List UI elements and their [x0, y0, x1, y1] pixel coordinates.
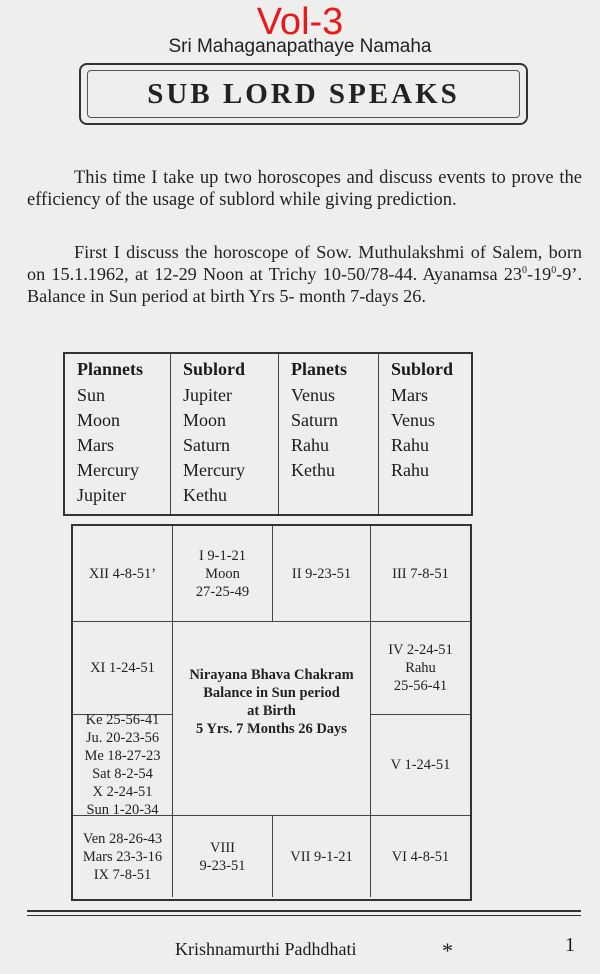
- table-cell: Mars: [77, 435, 114, 455]
- bhava-chakram-chart: [71, 524, 472, 901]
- horoscope-text-1: First I discuss the horoscope of Sow. Muthulakshmi of Salem, born on 15.1.1962, at 12-29 Noon at Trichy 10-50/78-44. Ayanamsa 23: [27, 242, 582, 284]
- table-header: Sublord: [391, 359, 454, 379]
- table-column-sublord-2: [379, 354, 471, 514]
- house-3-text: III 7-8-51: [392, 565, 449, 582]
- house-10-line: Sat 8-2-54: [92, 766, 153, 782]
- center-line: Balance in Sun period: [203, 685, 340, 701]
- house-9-line: Mars 23-3-16: [82, 848, 163, 865]
- table-cell: Sun: [77, 385, 106, 405]
- table-cell: Saturn: [183, 435, 230, 455]
- house-6-cell: [371, 816, 470, 897]
- house-10-line: Ke 25-56-41: [85, 712, 160, 728]
- table-cell: Jupiter: [77, 485, 126, 505]
- table-cell: Mercury: [77, 460, 139, 480]
- house-9-line: IX 7-8-51: [93, 866, 152, 883]
- center-line: Nirayana Bhava Chakram: [189, 667, 354, 683]
- title-inner-frame: [87, 70, 520, 118]
- title-frame: [79, 63, 528, 125]
- house-4-planet: Rahu: [405, 660, 436, 676]
- table-header: Sublord: [183, 359, 246, 379]
- table-cell: Moon: [183, 410, 227, 430]
- house-11-cell: [73, 622, 173, 715]
- house-12-text: XII 4-8-51’: [88, 565, 157, 582]
- house-4-planet-degree: 25-56-41: [393, 678, 448, 694]
- house-1-text: I 9-1-21: [198, 547, 247, 564]
- table-cell: Saturn: [291, 410, 338, 430]
- table-cell: Rahu: [391, 435, 429, 455]
- footer-rule-thin: [27, 915, 581, 916]
- table-header: Plannets: [77, 359, 144, 379]
- planet-sublord-table: [63, 352, 473, 516]
- house-1-planet: Moon: [205, 565, 240, 582]
- page-title: SUB LORD SPEAKS: [147, 77, 460, 110]
- house-3-cell: [371, 526, 470, 622]
- degree-mark-2: 0: [551, 264, 557, 276]
- table-cell: Rahu: [291, 435, 329, 455]
- chart-center-caption: [173, 622, 371, 816]
- table-header: Planets: [291, 359, 347, 379]
- footer-title: Krishnamurthi Padhdhati: [175, 939, 357, 959]
- house-4-cell: [371, 622, 470, 715]
- table-cell: Moon: [77, 410, 121, 430]
- invocation-line: Sri Mahaganapathaye Namaha: [168, 36, 432, 57]
- house-10-cell: [73, 712, 173, 818]
- house-6-text: VI 4-8-51: [391, 848, 450, 865]
- house-10-line: X 2-24-51: [92, 784, 153, 800]
- intro-paragraph: [27, 167, 582, 211]
- house-9-line: Ven 28-26-43: [82, 830, 163, 847]
- horoscope-text-2: -19: [526, 264, 552, 284]
- house-10-line: Ju. 20-23-56: [85, 730, 160, 746]
- table-cell: Mercury: [183, 460, 245, 480]
- house-12-cell: [73, 526, 173, 622]
- center-line: at Birth: [247, 703, 296, 719]
- table-cell: Mars: [391, 385, 428, 405]
- house-2-text: II 9-23-51: [291, 565, 352, 582]
- degree-mark-1: 0: [521, 264, 527, 276]
- table-cell: Venus: [391, 410, 435, 430]
- horoscope-text-3: -9’. Balance in Sun period at birth Yrs 5- month 7-days 26.: [27, 264, 582, 306]
- volume-label: Vol-3: [256, 1, 344, 43]
- page-number: 1: [565, 934, 575, 956]
- house-5-text: V 1-24-51: [390, 757, 451, 773]
- house-5-cell: [371, 715, 470, 816]
- house-10-line: Sun 1-20-34: [86, 802, 159, 818]
- house-4-text: IV 2-24-51: [388, 642, 453, 658]
- table-column-planets-1: [65, 354, 171, 514]
- house-8-cell: [173, 816, 273, 897]
- table-cell: Venus: [291, 385, 335, 405]
- house-1-cell: [173, 526, 273, 622]
- house-9-cell: [73, 816, 173, 897]
- horoscope-paragraph: [27, 241, 582, 307]
- page-footer: [0, 936, 600, 966]
- house-11-text: XI 1-24-51: [90, 660, 155, 676]
- house-7-cell: [273, 816, 371, 897]
- table-cell: Jupiter: [183, 385, 232, 405]
- house-8-degree: 9-23-51: [199, 857, 246, 874]
- intro-text: This time I take up two horoscopes and discuss events to prove the efficiency of the usage of sublord while giving prediction.: [27, 168, 582, 210]
- footer-star: *: [442, 938, 453, 963]
- house-8-text: VIII: [210, 839, 235, 856]
- house-7-text: VII 9-1-21: [290, 848, 353, 865]
- house-2-cell: [273, 526, 371, 622]
- table-column-planets-2: [279, 354, 379, 514]
- house-1-planet-degree: 27-25-49: [195, 583, 250, 600]
- center-line: 5 Yrs. 7 Months 26 Days: [196, 721, 347, 737]
- table-cell: Kethu: [291, 460, 335, 480]
- table-cell: Kethu: [183, 485, 227, 505]
- table-cell: Rahu: [391, 460, 429, 480]
- footer-rule-thick: [27, 910, 581, 912]
- table-column-sublord-1: [171, 354, 279, 514]
- house-10-line: Me 18-27-23: [84, 748, 161, 764]
